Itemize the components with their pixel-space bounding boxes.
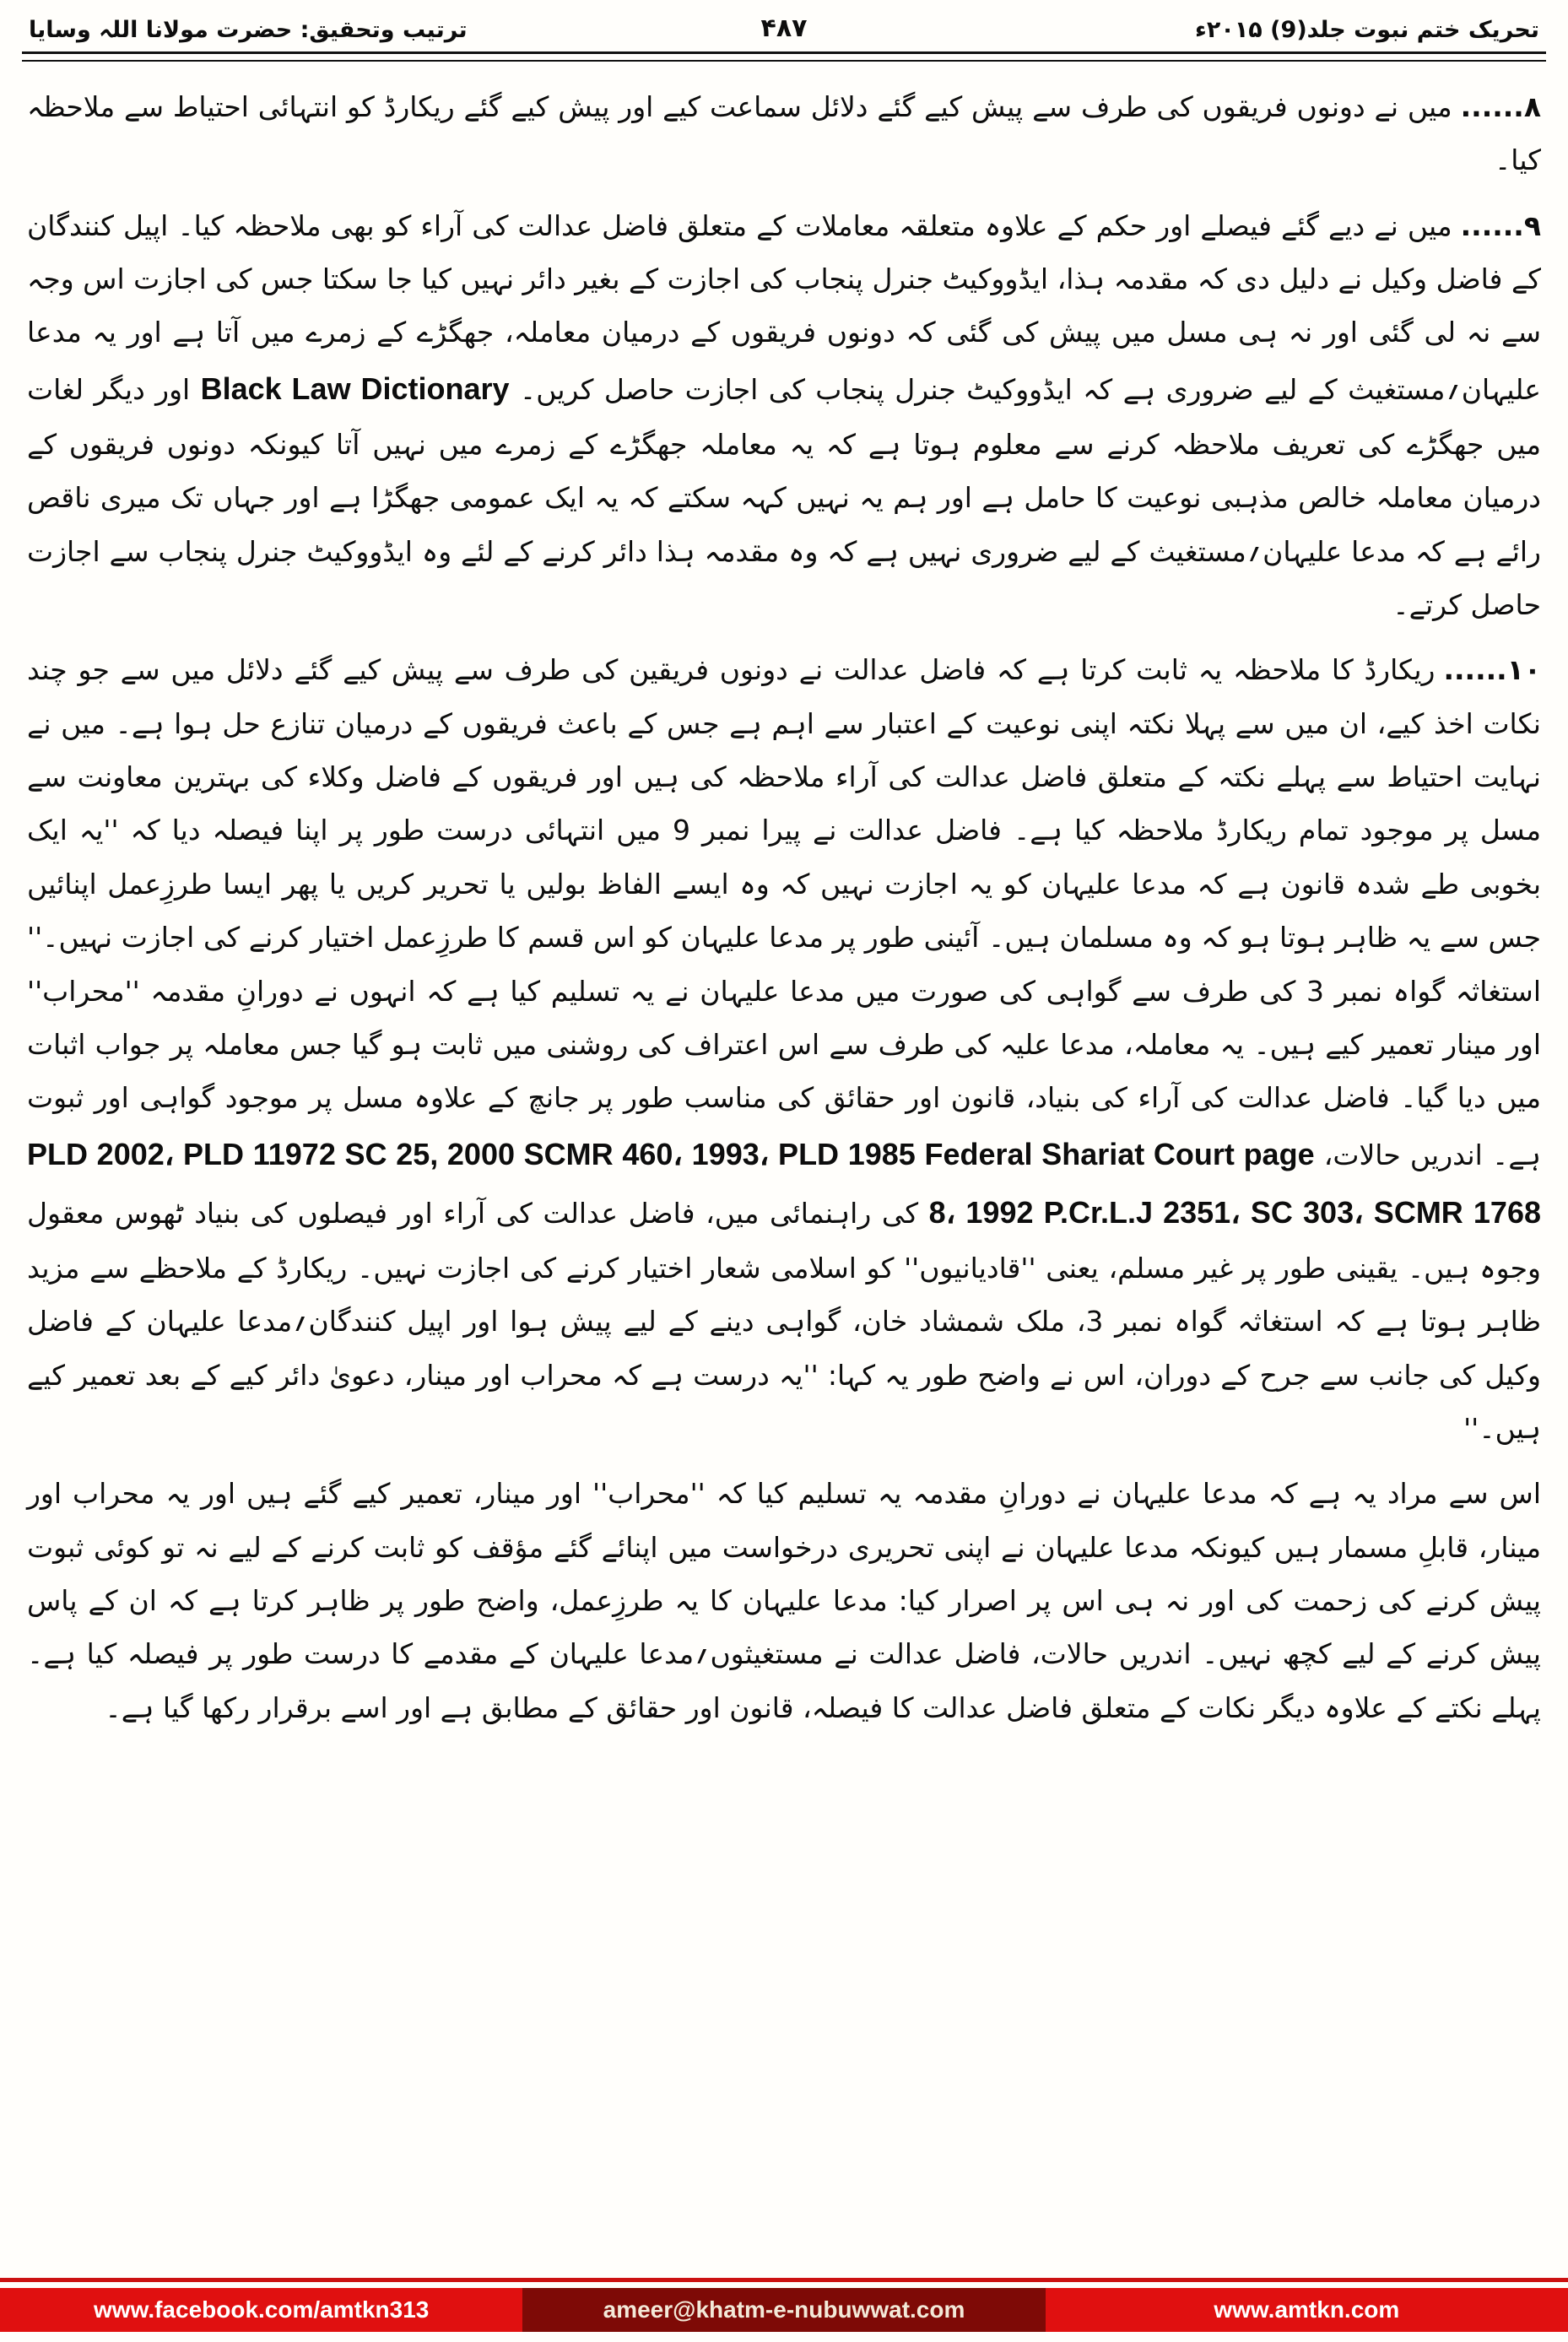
- urdu-text: ریکارڈ کا ملاحظہ یہ ثابت کرتا ہے کہ فاضل عدالت نے دونوں فریقین کی طرف سے پیش کیے گئے دلائل میں سے جو چند نکات اخذ کیے، ان میں سے پہلا نکتہ اپنی نوعیت کے اعتبار سے اہم ہے جس کے باعث فریقوں کے درمیان تنازع حل ہوا ہے۔ میں نے نہایت احتیاط سے پہلے نکتہ کے متعلق فاضل عدالت کی آراء ملاحظہ کی ہیں اور فریقوں کے فاضل وکلاء کی بہترین معاونت سے مسل پر موجود تمام ریکارڈ ملاحظہ کیا ہے۔ فاضل عدالت نے پیرا نمبر 9 میں انتہائی درست طور پر اپنا فیصلہ دیا کہ ''یہ ایک بخوبی طے شدہ قانون ہے کہ مدعا علیہان کو یہ اجازت نہیں کہ وہ ایسے الفاظ بولیں یا تحریر کریں یا پھر ایسا طرزِعمل اپنائیں جس سے یہ ظاہر ہوتا ہو کہ وہ مسلمان ہیں۔ آئینی طور پر مدعا علیہان کو اس قسم کا طرزِعمل اختیار کرنے کی اجازت نہیں۔'' استغاثہ گواہ نمبر 3 کی طرف سے گواہی کی صورت میں مدعا علیہان نے یہ تسلیم کیا ہے کہ انہوں نے دورانِ مقدمہ ''محراب'' اور مینار تعمیر کیے ہیں۔ یہ معاملہ، مدعا علیہ کی طرف سے اس اعتراف کی روشنی میں ثابت ہو گیا جس معاملہ پر جواب اثبات میں دیا گیا۔ فاضل عدالت کی آراء کی بنیاد، قانون اور حقائق کی مناسب طور پر جانچ کے علاوہ مسل پر موجود گواہی اور ثبوت ہے۔ اندریں حالات،: [27, 653, 1542, 1171]
- header-divider: [22, 51, 1546, 62]
- urdu-text: اس سے مراد یہ ہے کہ مدعا علیہان نے دورانِ مقدمہ یہ تسلیم کیا کہ ''محراب'' اور مینار، تعمیر کیے گئے ہیں اور یہ محراب اور مینار، قابلِ مسمار ہیں کیونکہ مدعا علیہان نے اپنی تحریری درخواست میں اپنائے گئے مؤقف کو ثابت کرنے کے لیے نہ تو کوئی ثبوت پیش کرنے کی زحمت کی اور نہ ہی اس پر اصرار کیا: مدعا علیہان کا یہ طرزِعمل، واضح طور پر ظاہر کرتا ہے کہ ان کے پاس پیش کرنے کے لیے کچھ نہیں۔ اندریں حالات، فاضل عدالت نے مستغیثوں؍مدعا علیہان کے مقدمے کا درست طور پر فیصلہ کیا ہے۔ پہلے نکتے کے علاوہ دیگر نکات کے متعلق فاضل عدالت کا فیصلہ، قانون اور حقائق کے مطابق ہے اور اسے برقرار رکھا گیا ہے۔: [27, 1477, 1541, 1724]
- page-footer: [0, 2278, 1568, 2332]
- numbered-paragraph: [27, 199, 1541, 632]
- footer-divider: [0, 2278, 1568, 2282]
- paragraph: [27, 1467, 1541, 1734]
- numbered-paragraph: [27, 643, 1541, 1455]
- footer-website-link: www.amtkn.com: [1046, 2288, 1568, 2332]
- paragraph-number: ۹......: [1460, 208, 1541, 242]
- footer-bar: [0, 2288, 1568, 2332]
- urdu-text: میں نے دیے گئے فیصلے اور حکم کے علاوہ متعلقہ معاملات کے متعلق فاضل عدالت کی آراء کو بھی ملاحظہ کیا۔ اپیل کنندگان کے فاضل وکیل نے دلیل دی کہ مقدمہ ہذا، ایڈووکیٹ جنرل پنجاب کی اجازت کے بغیر دائر نہیں کیا جا سکتا جس کی اجازت اس وجہ سے نہ لی گئی اور نہ ہی مسل میں پیش کی گئی کہ دونوں فریقوں کے درمیان معاملہ، جھگڑے کے زمرے میں آتا ہے اور یہ مدعا علیہان؍مستغیث کے لیے ضروری ہے کہ ایڈووکیٹ جنرل پنجاب کی اجازت حاصل کریں۔: [27, 208, 1541, 406]
- page-number: ۴۸۷: [760, 14, 808, 43]
- footer-email: ameer@khatm-e-nubuwwat.com: [522, 2288, 1045, 2332]
- paragraph-number: ۸......: [1460, 90, 1541, 123]
- page-header: [0, 0, 1568, 51]
- header-book-title: تحریک ختم نبوت جلد(9) ۲۰۱۵ء: [1195, 17, 1539, 43]
- urdu-text: کی راہنمائی میں، فاضل عدالت کی آراء اور فیصلوں کی بنیاد ٹھوس معقول وجوہ ہیں۔ یقینی طور پر غیر مسلم، یعنی ''قادیانیوں'' کو اسلامی شعار اختیار کرنے کی اجازت نہیں۔ ریکارڈ کے ملاحظے سے مزید ظاہر ہوتا ہے کہ استغاثہ گواہ نمبر 3، ملک شمشاد خان، گواہی دینے کے لیے پیش ہوا اور اپیل کنندگان؍مدعا علیہان کے فاضل وکیل کی جانب سے جرح کے دوران، اس نے واضح طور یہ کہا: ''یہ درست ہے کہ محراب اور مینار، دعویٰ دائر کیے کے بعد تعمیر کیے ہیں۔'': [27, 1196, 1541, 1445]
- urdu-text: میں نے دونوں فریقوں کی طرف سے پیش کیے گئے دلائل سماعت کیے اور پیش کیے گئے ریکارڈ کو انتہائی احتیاط سے ملاحظہ کیا۔: [27, 90, 1541, 177]
- page-body: [0, 62, 1568, 1734]
- numbered-paragraph: [27, 80, 1541, 187]
- citation-text: Black Law Dictionary: [200, 371, 510, 406]
- header-editor-credit: ترتیب وتحقیق: حضرت مولانا اللہ وسایا: [29, 17, 468, 43]
- citation-text: PLD 2002، PLD 11972 SC 25, 2000 SCMR 460، 1993، PLD 1985 Federal Shariat Court page 8، 1992 P.Cr.L.J 2351، SC 303، SCMR 1768: [27, 1136, 1541, 1230]
- footer-facebook-link: www.facebook.com/amtkn313: [0, 2288, 522, 2332]
- urdu-text: اور دیگر لغات میں جھگڑے کی تعریف ملاحظہ کرنے سے معلوم ہوتا ہے کہ یہ معاملہ جھگڑے کے زمرے میں نہیں آتا کیونکہ دونوں فریقوں کے درمیان معاملہ خالص مذہبی نوعیت کا حامل ہے اور ہم یہ نہیں کہہ سکتے کہ یہ ایک عمومی جھگڑا ہے اور جہاں تک میری ناقص رائے ہے کہ مدعا علیہان؍مستغیث کے لیے ضروری نہیں ہے کہ وہ مقدمہ ہذا دائر کرنے کے لئے وہ ایڈووکیٹ جنرل پنجاب سے اجازت حاصل کرتے۔: [27, 372, 1541, 621]
- body-paragraphs: [27, 80, 1541, 1734]
- paragraph-number: ۱۰......: [1443, 653, 1541, 687]
